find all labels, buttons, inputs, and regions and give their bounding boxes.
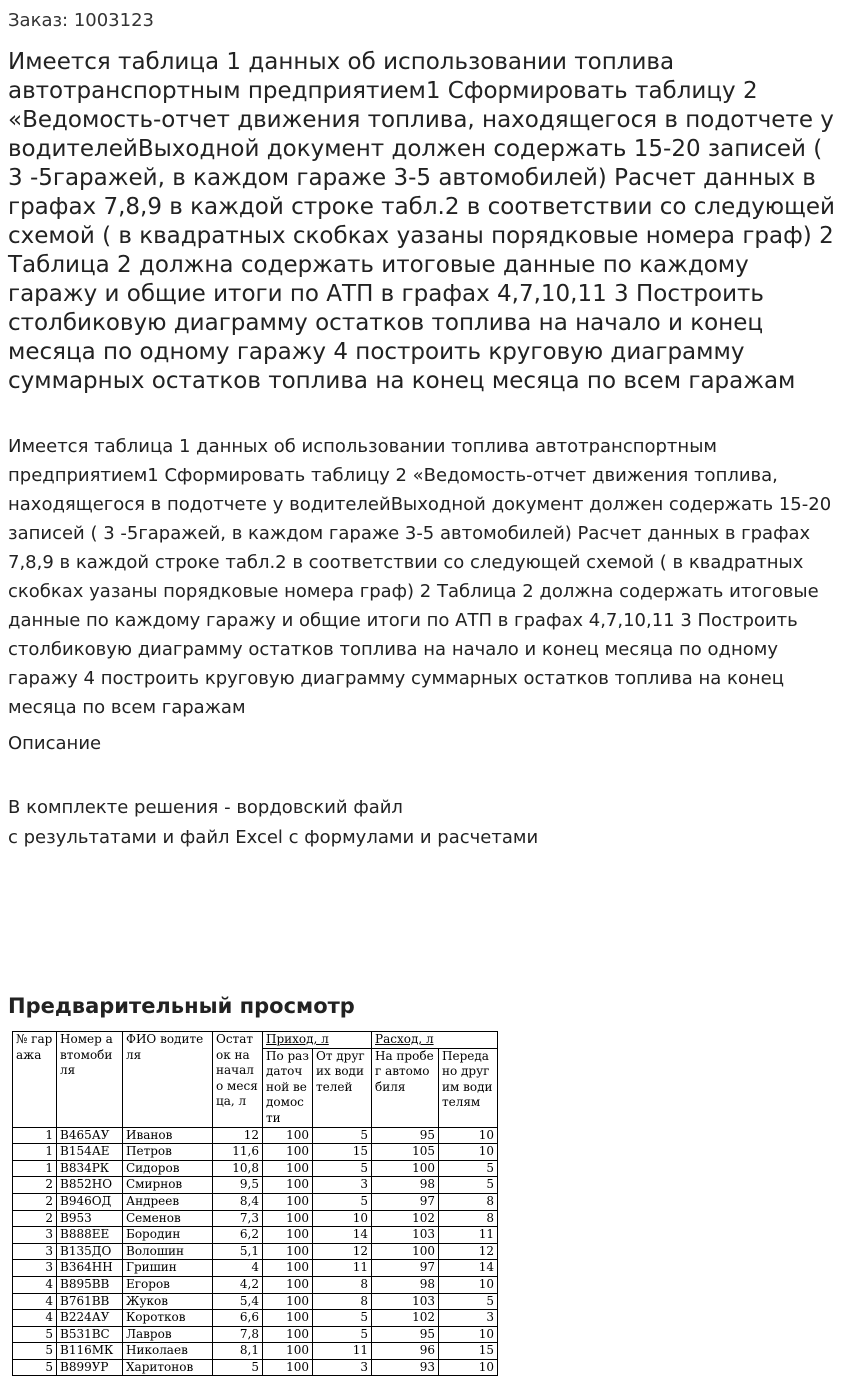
header-start-balance: Остаток на начало месяца, л	[213, 1032, 263, 1128]
cell-driver-name: Гришин	[123, 1260, 213, 1277]
cell-income-dispatch: 100	[263, 1227, 313, 1244]
cell-expense-mileage: 100	[372, 1160, 439, 1177]
cell-start-balance: 7,8	[213, 1326, 263, 1343]
cell-garage: 1	[13, 1127, 57, 1144]
cell-income-drivers: 5	[313, 1193, 372, 1210]
header-income-drivers: От других водителей	[313, 1048, 372, 1127]
fuel-report-table	[12, 1031, 498, 1376]
table-row	[13, 1193, 498, 1210]
cell-start-balance: 8,4	[213, 1193, 263, 1210]
cell-car-number: В953	[57, 1210, 123, 1227]
table-body	[13, 1127, 498, 1376]
cell-start-balance: 11,6	[213, 1144, 263, 1161]
cell-car-number: В116МК	[57, 1343, 123, 1360]
cell-expense-mileage: 95	[372, 1127, 439, 1144]
cell-car-number: В465АУ	[57, 1127, 123, 1144]
preview-heading: Предварительный просмотр	[8, 994, 355, 1018]
cell-garage: 5	[13, 1359, 57, 1376]
cell-driver-name: Лавров	[123, 1326, 213, 1343]
cell-income-drivers: 8	[313, 1276, 372, 1293]
page-title: Имеется таблица 1 данных об использовании топлива автотранспортным предприятием1 Сформировать таблицу 2 «Ведомость-отчет движения топлива, находящегося в подотчете у водителейВыходной документ должен содержать 15-20 записей ( 3 -5гаражей, в каждом гараже 3-5 автомобилей) Расчет данных в графах 7,8,9 в каждой строке табл.2 в соответствии со следующей схемой ( в квадратных скобках уазаны порядковые номера граф) 2 Таблица 2 должна содержать итоговые данные по каждому гаражу и общие итоги по АТП в графах 4,7,10,11 3 Построить столбиковую диаграмму остатков топлива на начало и конец месяца по одному гаражу 4 построить круговую диаграмму суммарных остатков топлива на конец месяца по всем гаражам	[8, 49, 835, 394]
table-row	[13, 1293, 498, 1310]
cell-start-balance: 5,4	[213, 1293, 263, 1310]
cell-driver-name: Сидоров	[123, 1160, 213, 1177]
cell-start-balance: 5	[213, 1359, 263, 1376]
cell-driver-name: Иванов	[123, 1127, 213, 1144]
cell-car-number: В888ЕЕ	[57, 1227, 123, 1244]
cell-income-dispatch: 100	[263, 1359, 313, 1376]
cell-expense-transfer: 5	[439, 1177, 498, 1194]
header-expense: Расход, л	[372, 1032, 498, 1049]
cell-expense-mileage: 95	[372, 1326, 439, 1343]
cell-driver-name: Коротков	[123, 1310, 213, 1327]
cell-car-number: В834РК	[57, 1160, 123, 1177]
cell-garage: 3	[13, 1260, 57, 1277]
cell-income-dispatch: 100	[263, 1144, 313, 1161]
cell-expense-mileage: 97	[372, 1193, 439, 1210]
cell-expense-mileage: 100	[372, 1243, 439, 1260]
cell-car-number: В899УР	[57, 1359, 123, 1376]
table-row	[13, 1276, 498, 1293]
table-header-row	[13, 1032, 498, 1049]
header-expense-mileage: На пробег автомобиля	[372, 1048, 439, 1127]
cell-driver-name: Жуков	[123, 1293, 213, 1310]
cell-income-dispatch: 100	[263, 1343, 313, 1360]
table-row	[13, 1227, 498, 1244]
cell-income-drivers: 14	[313, 1227, 372, 1244]
cell-garage: 5	[13, 1343, 57, 1360]
cell-driver-name: Егоров	[123, 1276, 213, 1293]
table-row	[13, 1359, 498, 1376]
cell-income-drivers: 3	[313, 1359, 372, 1376]
table-row	[13, 1310, 498, 1327]
cell-expense-transfer: 12	[439, 1243, 498, 1260]
cell-expense-mileage: 103	[372, 1293, 439, 1310]
cell-car-number: В946ОД	[57, 1193, 123, 1210]
cell-income-drivers: 11	[313, 1260, 372, 1277]
cell-expense-transfer: 8	[439, 1210, 498, 1227]
table-row	[13, 1177, 498, 1194]
cell-expense-mileage: 93	[372, 1359, 439, 1376]
table-row	[13, 1160, 498, 1177]
cell-income-dispatch: 100	[263, 1160, 313, 1177]
cell-start-balance: 7,3	[213, 1210, 263, 1227]
cell-garage: 5	[13, 1326, 57, 1343]
cell-garage: 2	[13, 1177, 57, 1194]
solution-contents	[8, 793, 708, 853]
header-expense-transfer: Передано другим водителям	[439, 1048, 498, 1127]
cell-expense-mileage: 103	[372, 1227, 439, 1244]
cell-expense-mileage: 105	[372, 1144, 439, 1161]
cell-car-number: В224АУ	[57, 1310, 123, 1327]
cell-expense-mileage: 96	[372, 1343, 439, 1360]
cell-income-drivers: 10	[313, 1210, 372, 1227]
cell-garage: 3	[13, 1227, 57, 1244]
cell-expense-transfer: 8	[439, 1193, 498, 1210]
cell-expense-transfer: 11	[439, 1227, 498, 1244]
preview-document	[12, 1031, 498, 1376]
cell-car-number: В531ВС	[57, 1326, 123, 1343]
cell-expense-transfer: 10	[439, 1326, 498, 1343]
cell-income-dispatch: 100	[263, 1210, 313, 1227]
description-label: Описание	[8, 733, 102, 754]
cell-start-balance: 5,1	[213, 1243, 263, 1260]
cell-driver-name: Петров	[123, 1144, 213, 1161]
cell-garage: 4	[13, 1276, 57, 1293]
order-number: Заказ: 1003123	[8, 10, 154, 31]
cell-garage: 4	[13, 1310, 57, 1327]
cell-expense-transfer: 10	[439, 1144, 498, 1161]
cell-expense-transfer: 3	[439, 1310, 498, 1327]
header-income: Приход, л	[263, 1032, 372, 1049]
cell-income-drivers: 11	[313, 1343, 372, 1360]
cell-income-drivers: 5	[313, 1326, 372, 1343]
cell-car-number: В852НО	[57, 1177, 123, 1194]
cell-start-balance: 6,2	[213, 1227, 263, 1244]
cell-garage: 3	[13, 1243, 57, 1260]
cell-start-balance: 9,5	[213, 1177, 263, 1194]
cell-car-number: В895ВВ	[57, 1276, 123, 1293]
cell-expense-transfer: 5	[439, 1293, 498, 1310]
table-row	[13, 1127, 498, 1144]
task-description: Имеется таблица 1 данных об использовании топлива автотранспортным предприятием1 Сформировать таблицу 2 «Ведомость-отчет движения топлива, находящегося в подотчете у водителейВыходной документ должен содержать 15-20 записей ( 3 -5гаражей, в каждом гараже 3-5 автомобилей) Расчет данных в графах 7,8,9 в каждой строке табл.2 в соответствии со следующей схемой ( в квадратных скобках уазаны порядковые номера граф) 2 Таблица 2 должна содержать итоговые данные по каждому гаражу и общие итоги по АТП в графах 4,7,10,11 3 Построить столбиковую диаграмму остатков топлива на начало и конец месяца по одному гаражу 4 построить круговую диаграмму суммарных остатков топлива на конец месяца по всем гаражам	[8, 436, 832, 718]
cell-income-dispatch: 100	[263, 1193, 313, 1210]
table-row	[13, 1260, 498, 1277]
cell-income-dispatch: 100	[263, 1260, 313, 1277]
cell-start-balance: 4	[213, 1260, 263, 1277]
header-garage: № гаража	[13, 1032, 57, 1128]
cell-income-dispatch: 100	[263, 1177, 313, 1194]
cell-expense-transfer: 10	[439, 1276, 498, 1293]
table-row	[13, 1210, 498, 1227]
cell-expense-mileage: 102	[372, 1310, 439, 1327]
cell-income-dispatch: 100	[263, 1326, 313, 1343]
cell-expense-mileage: 98	[372, 1177, 439, 1194]
cell-income-drivers: 8	[313, 1293, 372, 1310]
cell-expense-transfer: 15	[439, 1343, 498, 1360]
cell-start-balance: 8,1	[213, 1343, 263, 1360]
cell-garage: 1	[13, 1144, 57, 1161]
cell-driver-name: Николаев	[123, 1343, 213, 1360]
cell-start-balance: 6,6	[213, 1310, 263, 1327]
cell-expense-mileage: 98	[372, 1276, 439, 1293]
header-income-dispatch: По раздаточной ведомости	[263, 1048, 313, 1127]
cell-expense-transfer: 5	[439, 1160, 498, 1177]
cell-start-balance: 12	[213, 1127, 263, 1144]
table-row	[13, 1243, 498, 1260]
cell-garage: 2	[13, 1193, 57, 1210]
cell-driver-name: Смирнов	[123, 1177, 213, 1194]
cell-garage: 1	[13, 1160, 57, 1177]
cell-income-dispatch: 100	[263, 1293, 313, 1310]
cell-driver-name: Андреев	[123, 1193, 213, 1210]
table-row	[13, 1343, 498, 1360]
cell-car-number: В135ДО	[57, 1243, 123, 1260]
table-row	[13, 1326, 498, 1343]
cell-income-dispatch: 100	[263, 1310, 313, 1327]
cell-income-drivers: 12	[313, 1243, 372, 1260]
cell-expense-mileage: 102	[372, 1210, 439, 1227]
cell-income-drivers: 5	[313, 1127, 372, 1144]
cell-income-drivers: 3	[313, 1177, 372, 1194]
cell-driver-name: Волошин	[123, 1243, 213, 1260]
cell-expense-transfer: 10	[439, 1127, 498, 1144]
cell-driver-name: Харитонов	[123, 1359, 213, 1376]
cell-start-balance: 4,2	[213, 1276, 263, 1293]
cell-driver-name: Семенов	[123, 1210, 213, 1227]
cell-expense-transfer: 14	[439, 1260, 498, 1277]
cell-car-number: В761ВВ	[57, 1293, 123, 1310]
cell-start-balance: 10,8	[213, 1160, 263, 1177]
cell-income-drivers: 15	[313, 1144, 372, 1161]
cell-income-drivers: 5	[313, 1160, 372, 1177]
cell-garage: 4	[13, 1293, 57, 1310]
cell-car-number: В364НН	[57, 1260, 123, 1277]
cell-income-dispatch: 100	[263, 1276, 313, 1293]
cell-income-dispatch: 100	[263, 1127, 313, 1144]
cell-income-dispatch: 100	[263, 1243, 313, 1260]
cell-income-drivers: 5	[313, 1310, 372, 1327]
header-car-number: Номер автомобиля	[57, 1032, 123, 1128]
cell-expense-transfer: 10	[439, 1359, 498, 1376]
cell-car-number: В154АЕ	[57, 1144, 123, 1161]
solution-contents-line-1: В комплекте решения - вордовский файл	[8, 797, 403, 818]
cell-driver-name: Бородин	[123, 1227, 213, 1244]
header-driver-name: ФИО водителя	[123, 1032, 213, 1128]
cell-expense-mileage: 97	[372, 1260, 439, 1277]
table-row	[13, 1144, 498, 1161]
solution-contents-line-2: с результатами и файл Excel с формулами и расчетами	[8, 827, 539, 848]
cell-garage: 2	[13, 1210, 57, 1227]
